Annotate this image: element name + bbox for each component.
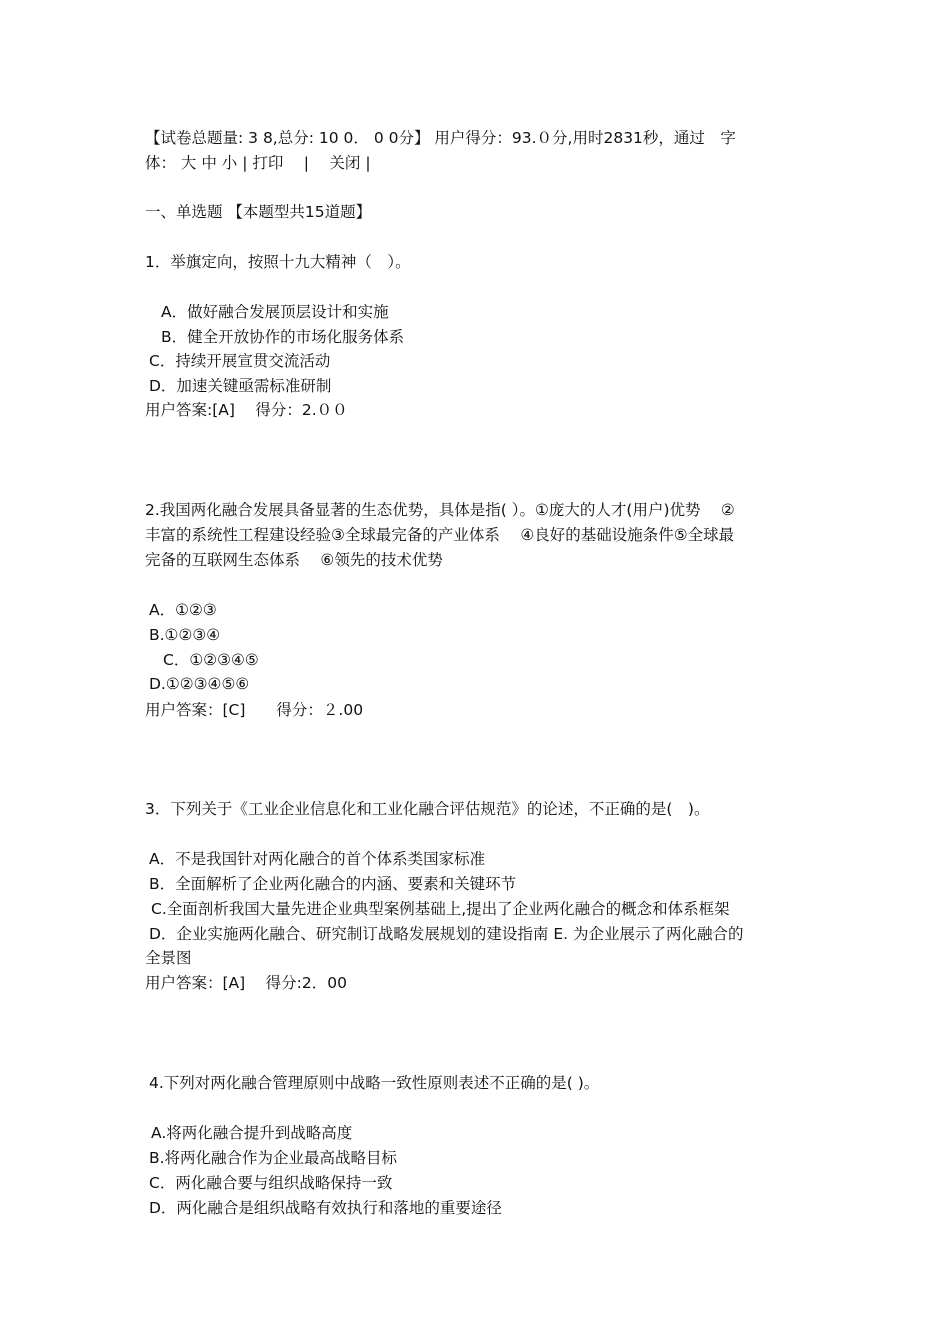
- question-4-option-b: B.将两化融合作为企业最高战略目标: [149, 1149, 398, 1167]
- question-1-option-b: B．健全开放协作的市场化服务体系: [161, 328, 405, 346]
- question-1-option-a: A．做好融合发展顶层设计和实施: [161, 303, 389, 321]
- font-print-close-line: 体： 大 中 小 | 打印 | 关闭 |: [145, 154, 371, 172]
- question-3-stem: 3．下列关于《工业企业信息化和工业化融合评估规范》的论述，不正确的是( )。: [145, 800, 710, 818]
- question-4-option-d: D．两化融合是组织战略有效执行和落地的重要途径: [149, 1199, 502, 1217]
- question-2-answer: 用户答案：[C] 得分：２.00: [145, 701, 364, 719]
- question-1-option-d: D．加速关键亟需标准研制: [149, 377, 332, 395]
- exam-summary-line: 【试卷总题量: 3 8,总分: 10 0． 0 0分】 用户得分：93.０分,用时2831秒，通过 字: [145, 129, 736, 147]
- question-3-option-a: A．不是我国针对两化融合的首个体系类国家标准: [149, 850, 486, 868]
- question-3-option-d: D．企业实施两化融合、研究制订战略发展规划的建设指南 E. 为企业展示了两化融合的: [149, 925, 744, 943]
- question-2-option-a: A．①②③: [149, 601, 217, 619]
- question-1-option-c: C．持续开展宣贯交流活动: [149, 352, 331, 370]
- question-3-option-c: C.全面剖析我国大量先进企业典型案例基础上,提出了企业两化融合的概念和体系框架: [151, 900, 730, 918]
- question-1-answer: 用户答案:[A] 得分：2.００: [145, 401, 348, 419]
- question-4-option-c: C．两化融合要与组织战略保持一致: [149, 1174, 393, 1192]
- question-3-option-d-cont: 全景图: [145, 949, 192, 967]
- question-2-option-b: B.①②③④: [149, 626, 221, 644]
- section-title: 一、单选题 【本题型共15道题】: [145, 203, 372, 221]
- question-2-stem-line-1: 2.我国两化融合发展具备显著的生态优势，具体是指( ）。①庞大的人才(用户)优势 ②: [145, 501, 735, 519]
- question-4-option-a: A.将两化融合提升到战略高度: [151, 1124, 353, 1142]
- question-2-stem-line-3: 完备的互联网生态体系 ⑥领先的技术优势: [145, 551, 443, 569]
- question-1-stem: 1．举旗定向，按照十九大精神（ ）。: [145, 253, 411, 271]
- question-3-option-b: B．全面解析了企业两化融合的内涵、要素和关键环节: [149, 875, 517, 893]
- question-3-answer: 用户答案：[A] 得分:2．00: [145, 974, 347, 992]
- question-2-option-c: C．①②③④⑤: [163, 651, 259, 669]
- question-2-stem-line-2: 丰富的系统性工程建设经验③全球最完备的产业体系 ④良好的基础设施条件⑤全球最: [145, 526, 735, 544]
- question-4-stem: 4.下列对两化融合管理原则中战略一致性原则表述不正确的是( )。: [149, 1074, 600, 1092]
- question-2-option-d: D.①②③④⑤⑥: [149, 675, 250, 693]
